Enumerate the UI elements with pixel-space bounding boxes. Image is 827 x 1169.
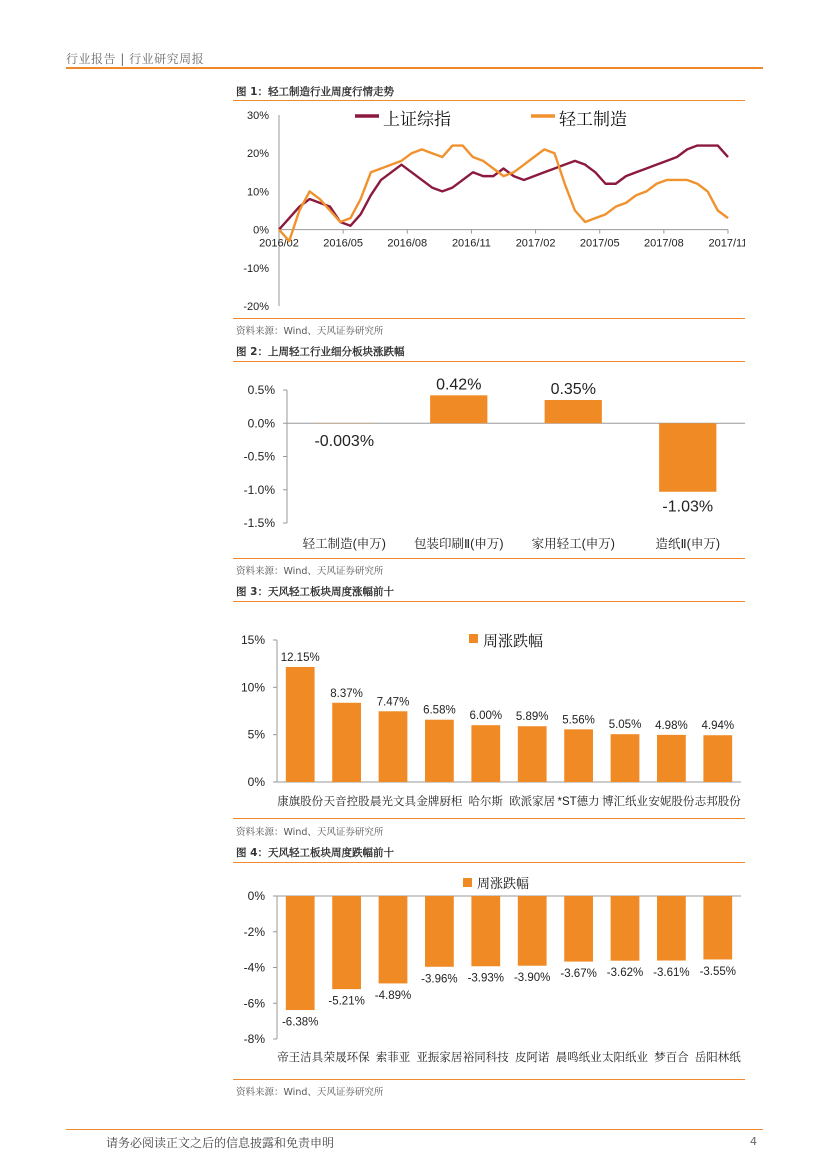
- y-tick-label: 0%: [247, 775, 265, 789]
- bar-4: [425, 720, 454, 782]
- bar-1: [286, 667, 315, 782]
- category-label-4: 亚振家居: [416, 1052, 463, 1064]
- bar-9: [657, 896, 686, 961]
- data-label-2: -5.21%: [328, 995, 365, 1008]
- bar-7: [564, 896, 593, 962]
- category-label-3: 晨光文具: [370, 796, 416, 808]
- data-label-9: 4.98%: [655, 719, 688, 732]
- category-label-4: 金牌厨柜: [416, 796, 463, 808]
- data-label-10: 4.94%: [701, 720, 735, 733]
- data-label-4: -1.03%: [662, 498, 714, 516]
- category-label-3: 索菲亚: [375, 1052, 411, 1064]
- line-chart-svg: [233, 104, 745, 316]
- bar-1: [286, 896, 315, 1010]
- bar-3: [379, 711, 408, 782]
- data-label-3: 7.47%: [376, 696, 410, 709]
- data-label-8: -3.62%: [606, 967, 644, 980]
- bar-6: [518, 896, 547, 966]
- data-label-5: -3.93%: [467, 972, 505, 985]
- bar-2: [332, 896, 361, 989]
- category-label-4: 造纸Ⅱ(申万): [655, 537, 720, 551]
- category-label-9: 梦百合: [654, 1052, 689, 1064]
- data-label-1: 12.15%: [280, 651, 320, 664]
- y-tick-label: 20%: [246, 148, 269, 161]
- figure-4-source: 资料来源：Wind、天风证券研究所: [236, 1087, 384, 1098]
- figure-1-chart: [233, 104, 745, 316]
- y-tick-label: 10%: [240, 680, 265, 695]
- figure-2-top-rule: [233, 361, 745, 362]
- y-tick-label: -4%: [243, 960, 265, 975]
- figure-2-chart: [233, 364, 745, 556]
- x-tick-label: 2016/11: [451, 237, 491, 250]
- page-number: 4: [750, 1135, 757, 1148]
- figure-2-source: 资料来源：Wind、天风证券研究所: [236, 566, 384, 577]
- data-label-8: 5.05%: [608, 719, 642, 732]
- figure-4-top-rule: [233, 862, 745, 863]
- data-label-3: 0.35%: [550, 380, 596, 398]
- header-divider: [66, 67, 763, 69]
- data-label-10: -3.55%: [699, 965, 737, 978]
- data-label-9: -3.61%: [653, 967, 690, 980]
- figure-3-title: 图 3：天风轻工板块周度涨幅前十: [236, 586, 394, 598]
- y-tick-label: -1.0%: [243, 482, 275, 497]
- legend-label: 周涨跌幅: [477, 876, 530, 891]
- bar-3: [379, 896, 408, 983]
- bar-5: [471, 896, 500, 966]
- sector-bar-chart-svg: [233, 364, 745, 556]
- category-label-7: 晨鸣纸业: [555, 1052, 602, 1064]
- category-label-3: 家用轻工(申万): [531, 537, 615, 551]
- y-tick-label: -8%: [243, 1032, 265, 1046]
- legend-label-1: 上证综指: [383, 110, 451, 129]
- figure-1-bottom-rule: [233, 318, 745, 319]
- x-tick-label: 2016/08: [387, 237, 428, 250]
- bar-6: [518, 726, 547, 782]
- disclaimer-footer: 请务必阅读正文之后的信息披露和免责申明: [106, 1136, 335, 1150]
- figure-4-chart: [233, 865, 745, 1077]
- y-tick-label: 0%: [247, 889, 265, 903]
- figure-3-bottom-rule: [233, 818, 745, 819]
- y-tick-label: -6%: [243, 996, 265, 1011]
- series-line-1: [279, 146, 728, 230]
- data-label-6: 5.89%: [515, 711, 549, 724]
- y-tick-label: 0%: [253, 224, 269, 237]
- data-label-4: -3.96%: [421, 973, 458, 986]
- figure-3-source: 资料来源：Wind、天风证券研究所: [236, 827, 384, 838]
- figure-4-title: 图 4：天风轻工板块周度跌幅前十: [236, 847, 394, 859]
- data-label-7: -3.67%: [560, 968, 597, 981]
- category-label-1: 轻工制造(申万): [302, 537, 386, 551]
- bar-8: [611, 734, 640, 782]
- x-tick-label: 2017/11: [708, 237, 745, 250]
- y-tick-label: 5%: [247, 727, 265, 742]
- top-losers-bar-chart-svg: [233, 865, 745, 1077]
- y-tick-label: -20%: [243, 301, 269, 313]
- bar-3: [545, 400, 602, 423]
- top-gainers-bar-chart-svg: [233, 604, 745, 816]
- category-label-2: 天音控股: [323, 796, 370, 808]
- category-label-10: 志邦股份: [694, 796, 741, 808]
- category-label-8: 博汇纸业: [602, 796, 648, 808]
- y-tick-label: 30%: [246, 110, 269, 122]
- figure-1-title: 图 1：轻工制造行业周度行情走势: [236, 86, 394, 98]
- series-line-2: [279, 146, 728, 242]
- category-label-2: 荣晟环保: [323, 1052, 370, 1064]
- category-label-9: 安妮股份: [648, 796, 695, 808]
- legend-swatch: [463, 878, 472, 887]
- legend-swatch: [469, 634, 478, 643]
- category-label-5: 哈尔斯: [468, 796, 504, 808]
- legend-label: 周涨跌幅: [483, 633, 544, 650]
- bar-10: [703, 735, 732, 782]
- data-label-6: -3.90%: [513, 972, 551, 985]
- y-tick-label: 10%: [246, 186, 269, 199]
- figure-1-source: 资料来源：Wind、天风证券研究所: [236, 326, 384, 337]
- y-tick-label: -2%: [243, 924, 265, 939]
- category-label-8: 太阳纸业: [602, 1052, 648, 1064]
- bar-10: [703, 896, 732, 959]
- bar-2: [430, 395, 487, 423]
- bar-7: [564, 729, 593, 782]
- x-tick-label: 2016/02: [259, 237, 299, 250]
- data-label-1: -0.003%: [314, 433, 375, 450]
- figure-2-bottom-rule: [233, 558, 745, 559]
- report-header: 行业报告 | 行业研究周报: [66, 52, 205, 66]
- category-label-1: 帝王洁具: [277, 1052, 324, 1064]
- data-label-2: 0.42%: [436, 376, 482, 394]
- bar-8: [611, 896, 640, 961]
- y-tick-label: 0.5%: [247, 383, 275, 397]
- data-label-2: 8.37%: [330, 687, 363, 700]
- legend-label-2: 轻工制造: [559, 110, 627, 129]
- data-label-4: 6.58%: [423, 704, 456, 717]
- x-tick-label: 2017/08: [643, 237, 684, 250]
- y-tick-label: 15%: [240, 633, 265, 647]
- figure-3-chart: [233, 604, 745, 816]
- category-label-10: 岳阳林纸: [694, 1052, 741, 1064]
- bar-9: [657, 735, 686, 782]
- y-tick-label: -0.5%: [243, 449, 275, 464]
- bar-5: [471, 725, 500, 782]
- category-label-1: 康旗股份: [277, 796, 324, 808]
- data-label-1: -6.38%: [281, 1016, 319, 1029]
- bar-2: [332, 703, 361, 782]
- figure-3-top-rule: [233, 601, 745, 602]
- category-label-6: 皮阿诺: [514, 1052, 550, 1064]
- figure-2-title: 图 2：上周轻工行业细分板块涨跌幅: [236, 346, 405, 358]
- y-tick-label: 0.0%: [247, 416, 275, 431]
- y-tick-label: -10%: [243, 262, 269, 275]
- bar-4: [425, 896, 454, 967]
- data-label-7: 5.56%: [562, 714, 595, 727]
- y-tick-label: -1.5%: [243, 516, 275, 530]
- category-label-6: 欧派家居: [509, 796, 556, 808]
- category-label-2: 包装印刷Ⅱ(申万): [414, 537, 504, 551]
- category-label-5: 裕同科技: [462, 1052, 509, 1064]
- data-label-3: -4.89%: [374, 989, 412, 1002]
- x-tick-label: 2017/05: [579, 237, 620, 250]
- x-tick-label: 2017/02: [515, 237, 556, 250]
- bar-4: [659, 423, 716, 491]
- footer-divider: [66, 1129, 763, 1130]
- category-label-7: *ST德力: [557, 796, 600, 808]
- data-label-5: 6.00%: [469, 710, 503, 723]
- figure-4-bottom-rule: [233, 1079, 745, 1080]
- x-tick-label: 2016/05: [323, 237, 364, 250]
- figure-1-top-rule: [233, 100, 745, 101]
